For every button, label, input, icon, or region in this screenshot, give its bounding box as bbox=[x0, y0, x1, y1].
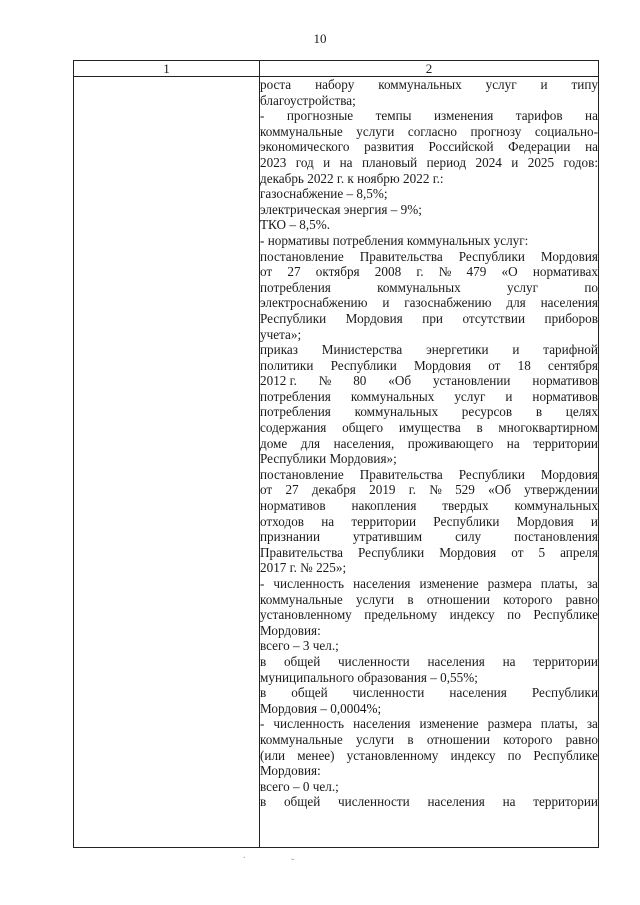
text-word: 479 bbox=[466, 264, 487, 280]
text-word: от bbox=[260, 264, 273, 280]
text-line bbox=[260, 732, 598, 748]
text-word: роста bbox=[260, 77, 292, 92]
text-word: Федерации bbox=[508, 139, 571, 155]
text-word: политики bbox=[260, 357, 314, 373]
text-word: постановление bbox=[260, 248, 344, 264]
text-word: Министерства bbox=[321, 342, 403, 358]
text-line bbox=[260, 529, 598, 545]
text-word: 27 bbox=[285, 482, 299, 498]
text-word: изменения bbox=[433, 108, 494, 124]
text-word: в bbox=[476, 420, 483, 436]
text-word: тарифов bbox=[515, 108, 563, 124]
text-word: Мордовия bbox=[540, 466, 598, 482]
text-word: целях bbox=[565, 404, 598, 420]
text-line bbox=[260, 467, 598, 483]
text-word: коммунальные bbox=[260, 591, 343, 607]
text-line: всего – 3 чел.; bbox=[260, 638, 339, 654]
text-word: численности bbox=[352, 685, 425, 701]
text-word: общей bbox=[283, 653, 321, 669]
text-word: населения bbox=[540, 295, 598, 311]
text-word: общего bbox=[342, 420, 384, 436]
text-word: на bbox=[502, 794, 516, 810]
text-word: которого bbox=[503, 731, 553, 747]
cell-text-body bbox=[260, 77, 598, 810]
text-word: тарифной bbox=[543, 342, 598, 358]
text-line bbox=[260, 545, 598, 561]
text-word: Российской bbox=[428, 139, 494, 155]
column-1-cell bbox=[74, 77, 260, 848]
text-word: равно bbox=[565, 591, 598, 607]
text-word: типу bbox=[571, 77, 598, 92]
text-word: в bbox=[535, 404, 543, 420]
text-line: - нормативы потребления коммунальных услуг: bbox=[260, 232, 529, 248]
text-word: Мордовия bbox=[516, 513, 574, 529]
text-word: 5 bbox=[538, 544, 546, 560]
text-word: населения bbox=[449, 685, 507, 701]
text-word: за bbox=[586, 716, 598, 732]
text-word: нормативов bbox=[260, 498, 326, 514]
text-line bbox=[260, 358, 598, 374]
text-word: коммунальные bbox=[260, 731, 343, 747]
text-word: силу bbox=[455, 529, 482, 545]
text-word: плановый bbox=[361, 154, 418, 170]
text-line bbox=[260, 498, 598, 514]
text-word: 2019 bbox=[369, 482, 396, 498]
text-word: на bbox=[585, 108, 598, 124]
text-word: на bbox=[321, 513, 335, 529]
text-line bbox=[260, 592, 598, 608]
text-word: по bbox=[507, 607, 521, 623]
text-word: населения bbox=[353, 576, 411, 591]
text-word: услуг bbox=[485, 77, 517, 92]
column-1-header: 1 bbox=[74, 61, 260, 77]
text-word: по bbox=[584, 279, 598, 295]
text-word: установленному bbox=[260, 607, 352, 623]
text-word: в bbox=[260, 685, 267, 701]
text-word: услуги bbox=[356, 123, 395, 139]
text-word: - bbox=[260, 108, 265, 124]
column-2-header: 2 bbox=[260, 61, 599, 77]
text-line bbox=[260, 420, 598, 436]
text-word: Республики bbox=[358, 544, 425, 560]
text-line bbox=[260, 716, 598, 732]
text-line: 2017 г. № 225»; bbox=[260, 560, 347, 576]
text-word: отсутствии bbox=[462, 310, 525, 326]
text-word: территории bbox=[351, 513, 417, 529]
text-line bbox=[260, 264, 598, 280]
text-word: нормативов bbox=[532, 373, 598, 389]
scan-mark: . bbox=[243, 850, 246, 861]
text-word: от bbox=[260, 482, 273, 498]
text-line bbox=[260, 389, 598, 405]
text-word: 18 bbox=[517, 357, 531, 373]
text-word: № bbox=[318, 373, 332, 389]
text-word: 2024 bbox=[475, 154, 502, 170]
text-word: экономического bbox=[260, 139, 350, 155]
text-word: равно bbox=[565, 731, 598, 747]
text-word: прогнозные bbox=[286, 108, 354, 124]
text-word: - bbox=[260, 716, 265, 732]
text-line: учета»; bbox=[260, 326, 302, 342]
text-word: темпы bbox=[375, 108, 412, 124]
text-line bbox=[260, 77, 598, 93]
text-word: на bbox=[502, 653, 516, 669]
text-word: № bbox=[438, 264, 452, 280]
document-table bbox=[73, 60, 599, 848]
text-word: для bbox=[300, 435, 321, 451]
text-word: накопления bbox=[351, 498, 417, 514]
text-word: от bbox=[511, 544, 524, 560]
text-word: октября bbox=[315, 264, 360, 280]
text-line bbox=[260, 295, 598, 311]
text-word: изменение bbox=[419, 716, 479, 732]
text-word: проживающего bbox=[407, 435, 494, 451]
text-line bbox=[260, 124, 598, 140]
text-word: в bbox=[260, 794, 267, 810]
text-word: на bbox=[585, 139, 598, 155]
text-word: отношении bbox=[426, 591, 490, 607]
text-word: на bbox=[339, 154, 353, 170]
text-word: Правительства bbox=[359, 466, 443, 482]
text-word: приказ bbox=[260, 342, 298, 358]
text-line bbox=[260, 576, 598, 592]
text-word: газоснабжению bbox=[404, 295, 492, 311]
text-line bbox=[260, 654, 598, 670]
text-word: изменение bbox=[419, 576, 479, 591]
text-word: в bbox=[407, 591, 414, 607]
text-word: электроснабжению bbox=[260, 295, 368, 311]
column-2-cell bbox=[260, 77, 599, 848]
text-word: Республике bbox=[533, 747, 598, 763]
text-word: по bbox=[507, 747, 522, 763]
text-word: Республики bbox=[458, 248, 525, 264]
text-word: в bbox=[407, 731, 414, 747]
text-word: развития bbox=[364, 139, 414, 155]
text-line bbox=[260, 404, 598, 420]
text-line bbox=[260, 108, 598, 124]
text-word: территории bbox=[533, 653, 598, 669]
text-word: размера bbox=[487, 576, 532, 591]
text-word: декабря bbox=[311, 482, 356, 498]
text-line bbox=[260, 607, 598, 623]
text-word: потребления bbox=[260, 279, 331, 295]
text-word: постановления bbox=[514, 529, 598, 545]
text-word: населения bbox=[427, 794, 485, 810]
text-line bbox=[260, 311, 598, 327]
text-word: согласно bbox=[407, 123, 457, 139]
text-word: общей bbox=[291, 685, 328, 701]
text-line bbox=[260, 748, 598, 764]
text-word: территории bbox=[533, 435, 598, 451]
text-line: ТКО – 8,5%. bbox=[260, 217, 331, 233]
text-word: индексу bbox=[450, 747, 496, 763]
text-word: от bbox=[488, 357, 501, 373]
text-word: менее) bbox=[297, 747, 335, 763]
text-word: (или bbox=[260, 747, 286, 763]
text-line bbox=[260, 794, 598, 810]
text-word: многоквартирном bbox=[498, 420, 598, 436]
text-word: годов: bbox=[563, 154, 598, 170]
text-word: приборов bbox=[544, 310, 598, 326]
text-word: услуги bbox=[356, 731, 395, 747]
text-word: численность bbox=[273, 576, 345, 591]
text-word: услуги bbox=[356, 591, 395, 607]
text-word: численности bbox=[338, 794, 410, 810]
text-word: индексу bbox=[449, 607, 495, 623]
text-word: Мордовия bbox=[540, 248, 598, 264]
text-word: населения bbox=[427, 653, 485, 669]
table-header-row bbox=[74, 61, 599, 77]
text-word: Мордовия bbox=[345, 310, 403, 326]
text-word: твердых bbox=[442, 498, 489, 514]
text-line bbox=[260, 514, 598, 530]
text-word: признании bbox=[260, 529, 321, 545]
text-word: на bbox=[506, 435, 520, 451]
text-word: период bbox=[426, 154, 467, 170]
text-word: отходов bbox=[260, 513, 305, 529]
text-line bbox=[260, 249, 598, 265]
text-word: 529 bbox=[455, 482, 475, 498]
text-word: территории bbox=[533, 794, 598, 810]
text-word: коммунальных bbox=[378, 77, 462, 92]
text-line: муниципального образования – 0,55%; bbox=[260, 669, 478, 685]
text-word: год bbox=[295, 154, 314, 170]
text-word: доме bbox=[260, 435, 288, 451]
text-word: потребления bbox=[260, 388, 331, 404]
text-word: и bbox=[382, 295, 390, 311]
text-line bbox=[260, 280, 598, 296]
text-word: утверждении bbox=[524, 482, 598, 498]
text-word: Правительства bbox=[359, 248, 443, 264]
text-word: установленному bbox=[346, 747, 439, 763]
text-word: г. bbox=[408, 482, 416, 498]
text-word: ресурсов bbox=[461, 404, 513, 420]
text-word: Республики bbox=[433, 513, 500, 529]
text-word: коммунальных bbox=[514, 498, 598, 514]
text-word: № bbox=[429, 482, 442, 498]
text-word: и bbox=[323, 154, 331, 170]
text-word: Мордовия bbox=[439, 544, 497, 560]
text-line bbox=[260, 436, 598, 452]
text-word: коммунальных bbox=[354, 404, 439, 420]
text-word: утратившим bbox=[352, 529, 423, 545]
text-word: прогнозу bbox=[470, 123, 522, 139]
text-word: и bbox=[512, 342, 520, 358]
text-word: Республики bbox=[531, 685, 598, 701]
text-word: 2008 bbox=[374, 264, 402, 280]
text-line: электрическая энергия – 9%; bbox=[260, 201, 422, 217]
text-word: - bbox=[260, 576, 265, 591]
text-word: «Об bbox=[388, 373, 412, 389]
text-word: Республике bbox=[533, 607, 598, 623]
text-word: за bbox=[586, 576, 598, 591]
text-line bbox=[260, 155, 598, 171]
text-word: и bbox=[511, 154, 519, 170]
text-line bbox=[260, 373, 598, 389]
text-line: Мордовия: bbox=[260, 763, 321, 779]
text-line: Республики Мордовия»; bbox=[260, 451, 397, 467]
text-word: общей bbox=[283, 794, 321, 810]
text-word: 80 bbox=[353, 373, 367, 389]
text-word: 2025 bbox=[527, 154, 555, 170]
text-word: и bbox=[505, 388, 513, 404]
page-number: 10 bbox=[313, 31, 327, 46]
text-word: и bbox=[590, 513, 598, 529]
text-word: набору bbox=[315, 77, 355, 92]
text-line: газоснабжение – 8,5%; bbox=[260, 186, 388, 202]
text-word: имущества bbox=[398, 420, 461, 436]
text-word: Правительства bbox=[260, 544, 343, 560]
text-word: предельному bbox=[364, 607, 438, 623]
text-word: Мордовия bbox=[413, 357, 472, 373]
text-word: г. bbox=[416, 264, 424, 280]
text-word: численность bbox=[273, 716, 345, 732]
text-word: потребления bbox=[260, 404, 331, 420]
text-word: коммунальные bbox=[260, 123, 343, 139]
text-word: и bbox=[540, 77, 548, 92]
text-word: в bbox=[260, 653, 267, 669]
text-line bbox=[260, 482, 598, 498]
text-word: энергетики bbox=[426, 342, 489, 358]
text-word: Республики bbox=[260, 310, 327, 326]
scan-mark: ˇ bbox=[291, 858, 295, 869]
text-word: «Об bbox=[488, 482, 511, 498]
text-word: «О bbox=[501, 264, 518, 280]
text-word: установлении bbox=[432, 373, 511, 389]
text-word: при bbox=[422, 310, 443, 326]
text-word: которого bbox=[503, 591, 553, 607]
text-word: платы, bbox=[540, 576, 578, 591]
text-word: 27 bbox=[287, 264, 301, 280]
text-word: для bbox=[506, 295, 526, 311]
text-word: апреля bbox=[560, 544, 598, 560]
text-word: платы, bbox=[540, 716, 578, 732]
text-word: коммунальных bbox=[377, 279, 461, 295]
text-line bbox=[260, 685, 598, 701]
text-line bbox=[260, 139, 598, 155]
text-word: Республики bbox=[458, 466, 525, 482]
text-line: декабрь 2022 г. к ноябрю 2022 г.: bbox=[260, 170, 444, 186]
text-line bbox=[260, 342, 598, 358]
text-word: размера bbox=[487, 716, 532, 732]
text-word: нормативах bbox=[532, 264, 598, 280]
text-word: 2023 bbox=[260, 154, 287, 170]
text-word: нормативов bbox=[532, 388, 598, 404]
text-word: населения bbox=[353, 716, 411, 732]
text-word: 2012 г. bbox=[260, 373, 297, 389]
text-word: постановление bbox=[260, 466, 344, 482]
text-word: сентября bbox=[548, 357, 598, 373]
text-line: Мордовия – 0,0004%; bbox=[260, 700, 382, 716]
text-line: Мордовия: bbox=[260, 622, 321, 638]
text-word: населения, bbox=[333, 435, 395, 451]
text-line: всего – 0 чел.; bbox=[260, 778, 339, 794]
text-word: содержания bbox=[260, 420, 327, 436]
text-word: социально- bbox=[534, 123, 598, 139]
text-word: численности bbox=[338, 653, 410, 669]
text-line: благоустройства; bbox=[260, 92, 356, 108]
table-row bbox=[74, 77, 599, 848]
text-word: Республики bbox=[330, 357, 397, 373]
text-word: отношении bbox=[426, 731, 490, 747]
text-word: услуг bbox=[454, 388, 486, 404]
text-word: услуг bbox=[506, 279, 539, 295]
text-word: коммунальных bbox=[350, 388, 435, 404]
